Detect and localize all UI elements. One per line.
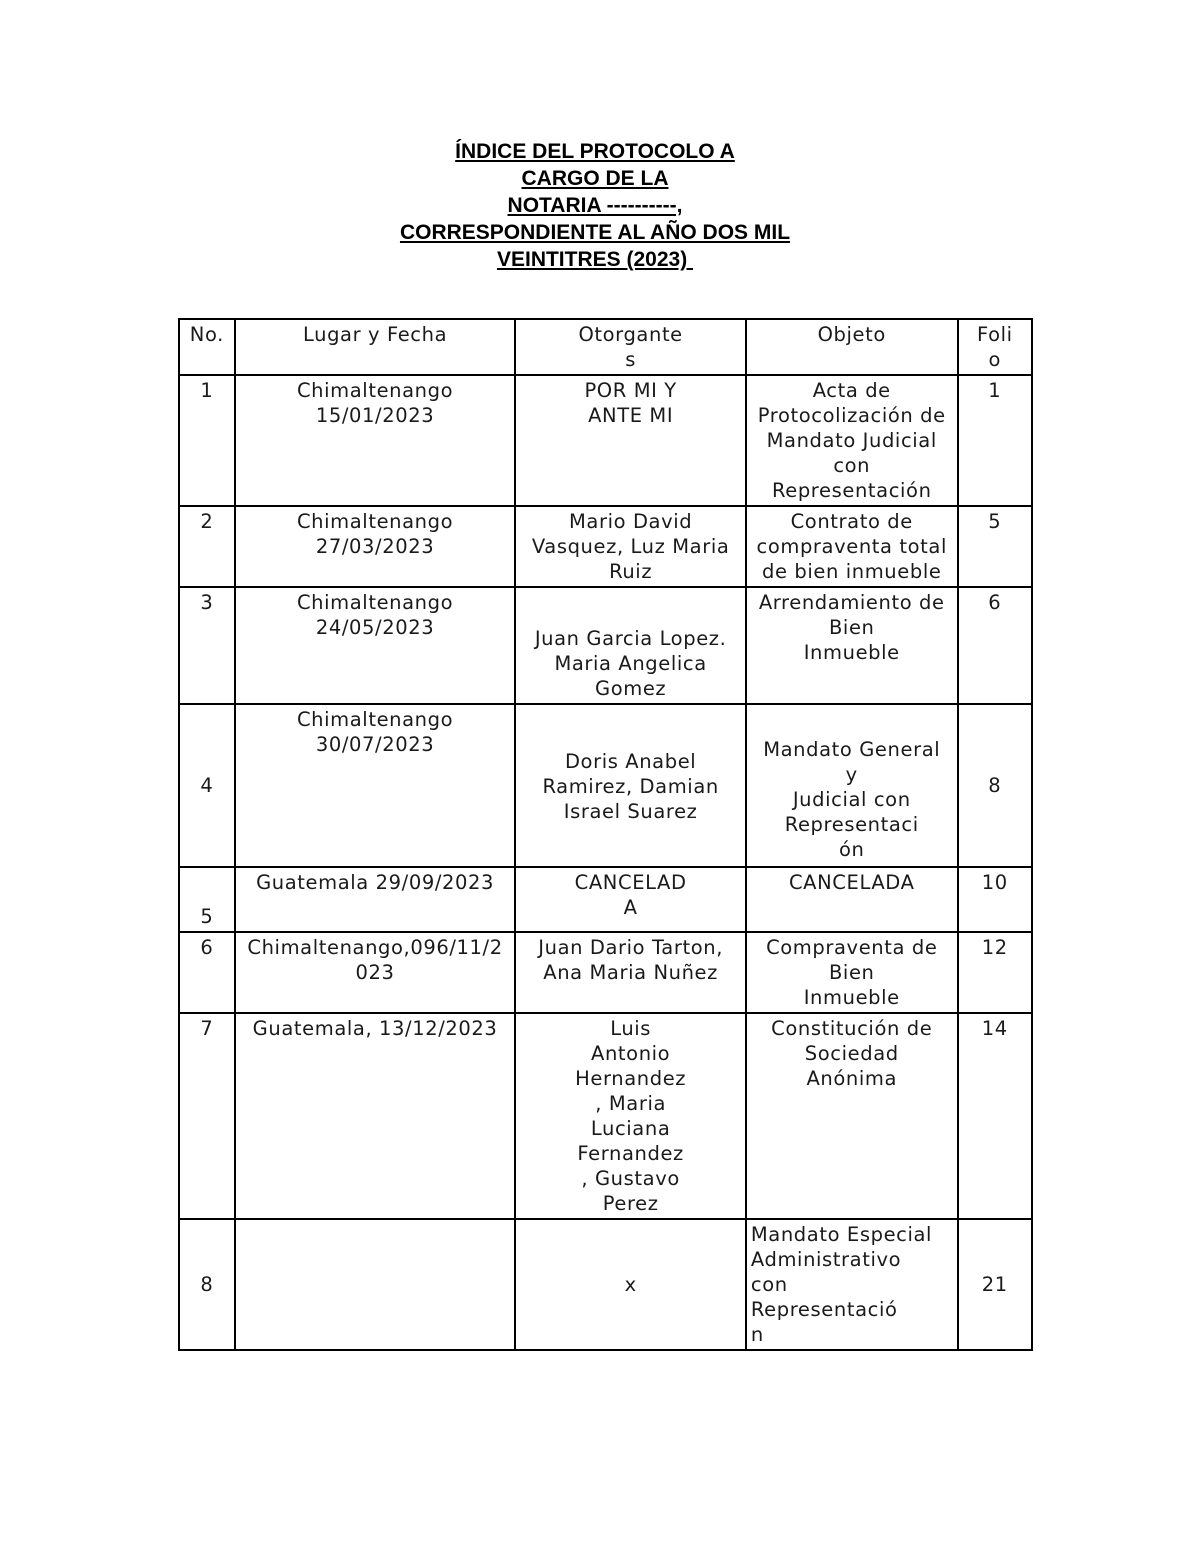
cell-otorgantes [515,704,745,867]
cell-no [179,506,235,587]
cell-text: Chimaltenango [296,510,454,533]
cell-text: 1 [988,379,1002,402]
cell-text: 4 [200,774,214,797]
cell-text: 2 [200,510,214,533]
cell-text: Contrato de [790,510,913,533]
cell-objeto [746,1219,958,1350]
cell-objeto [746,867,958,932]
table-row [179,867,1032,932]
cell-text: Inmueble [803,641,900,664]
cell-text: Chimaltenango [296,708,454,731]
cell-text: 6 [988,591,1002,614]
title-line: VEINTITRES (2023) [496,248,694,271]
header-lugar-fecha-label: Lugar y Fecha [302,323,448,346]
title-line: ÍNDICE DEL PROTOCOLO A [455,140,735,163]
cell-text: CANCELAD [574,871,687,894]
cell-text: Doris Anabel [564,750,697,773]
cell-text: Ruiz [609,560,653,583]
cell-text: CANCELADA [788,871,915,894]
cell-text: Acta de [812,379,891,402]
title-line: CARGO DE LA [521,167,669,190]
cell-text: Mario David [569,510,693,533]
header-otorgantes-label: Otorgante [578,323,683,346]
cell-text: ANTE MI [588,404,674,427]
cell-text: n [750,1323,764,1346]
cell-text: Anónima [806,1067,898,1090]
cell-text: Mandato Judicial [766,429,937,452]
cell-objeto [746,704,958,867]
cell-no [179,587,235,704]
cell-text: , Gustavo [581,1167,680,1190]
cell-text: , Maria [595,1092,667,1115]
cell-lugar-fecha [235,375,516,506]
cell-text: Constitución de [771,1017,933,1040]
cell-text: 3 [200,591,214,614]
cell-lugar-fecha [235,867,516,932]
cell-text: 023 [355,961,395,984]
cell-objeto [746,375,958,506]
cell-text: Antonio [591,1042,671,1065]
cell-text: Israel Suarez [563,800,698,823]
cell-text: Chimaltenango [296,591,454,614]
table-row [179,375,1032,506]
cell-objeto [746,587,958,704]
cell-no [179,1013,235,1219]
cell-text: Representació [750,1298,898,1321]
cell-text: Juan Garcia Lopez. [534,627,727,650]
cell-text: 30/07/2023 [315,733,435,756]
cell-text: Administrativo [750,1248,902,1271]
cell-text: 1 [200,379,214,402]
cell-text: 8 [988,774,1002,797]
cell-text: Perez [602,1192,659,1215]
cell-otorgantes [515,506,745,587]
cell-folio [958,704,1032,867]
cell-text: Luciana [590,1117,671,1140]
title-line: NOTARIA ----------, [507,194,683,217]
cell-text: 14 [981,1017,1008,1040]
cell-text: Ana Maria Nuñez [543,961,718,984]
cell-text: 5 [988,510,1002,533]
cell-text: A [623,896,638,919]
cell-text: Hernandez [575,1067,687,1090]
header-otorgantes-label: s [625,348,637,371]
title-line: CORRESPONDIENTE AL AÑO DOS MIL [399,221,791,244]
header-folio [958,319,1032,375]
header-otorgantes [515,319,745,375]
table-row [179,506,1032,587]
cell-text: ón [838,838,865,861]
cell-folio [958,506,1032,587]
cell-text: Vasquez, Luz Maria [531,535,730,558]
cell-text: Gomez [594,677,667,700]
cell-text: con [750,1273,788,1296]
cell-no [179,932,235,1013]
cell-text: 24/05/2023 [315,616,435,639]
cell-text: Sociedad [804,1042,899,1065]
cell-text: 10 [981,871,1008,894]
cell-text: Ramirez, Damian [542,775,719,798]
table-row [179,587,1032,704]
cell-text: de bien inmueble [762,560,942,583]
header-folio-label: o [988,348,1002,371]
cell-no [179,704,235,867]
cell-text: Chimaltenango,096/11/2 [247,936,503,959]
cell-otorgantes [515,932,745,1013]
cell-text: Juan Dario Tarton, [538,936,723,959]
cell-text: x [624,1273,637,1296]
table-row [179,704,1032,867]
cell-otorgantes [515,867,745,932]
table-row [179,1013,1032,1219]
cell-text: Mandato General [763,738,941,761]
cell-text: 15/01/2023 [315,404,435,427]
document-title [0,138,1190,273]
cell-no [179,375,235,506]
table-row [179,932,1032,1013]
cell-text: compraventa total [756,535,947,558]
cell-objeto [746,1013,958,1219]
cell-lugar-fecha [235,932,516,1013]
cell-text: Guatemala, 13/12/2023 [252,1017,498,1040]
header-objeto [746,319,958,375]
cell-text: Compraventa de [766,936,938,959]
cell-lugar-fecha [235,1013,516,1219]
cell-otorgantes [515,1219,745,1350]
cell-otorgantes [515,375,745,506]
cell-folio [958,587,1032,704]
cell-text: Maria Angelica [554,652,707,675]
protocol-index-table [178,318,1033,1351]
cell-text: Mandato Especial [750,1223,933,1246]
cell-text: Chimaltenango [296,379,454,402]
cell-lugar-fecha [235,704,516,867]
cell-folio [958,867,1032,932]
header-lugar-fecha [235,319,516,375]
cell-text: 6 [200,936,214,959]
cell-folio [958,932,1032,1013]
cell-text: Arrendamiento de [758,591,945,614]
cell-no [179,1219,235,1350]
header-no [179,319,235,375]
cell-otorgantes [515,1013,745,1219]
cell-objeto [746,932,958,1013]
cell-otorgantes [515,587,745,704]
table-row [179,1219,1032,1350]
cell-folio [958,1219,1032,1350]
cell-text: Bien [828,961,875,984]
cell-text: Guatemala 29/09/2023 [256,871,495,894]
cell-text: POR MI Y [584,379,677,402]
cell-text: Judicial con [792,788,911,811]
cell-lugar-fecha [235,506,516,587]
header-no-label: No. [189,323,224,346]
cell-text: y [845,763,858,786]
cell-no [179,867,235,932]
cell-objeto [746,506,958,587]
cell-text: 21 [981,1273,1008,1296]
cell-text: Inmueble [803,986,900,1009]
cell-text: con [833,454,871,477]
cell-text: Representación [771,479,932,502]
header-folio-label: Foli [976,323,1013,346]
table-header-row [179,319,1032,375]
cell-folio [958,375,1032,506]
cell-text: 12 [981,936,1008,959]
cell-text: 5 [200,905,214,928]
header-objeto-label: Objeto [817,323,886,346]
cell-text: Protocolización de [757,404,946,427]
cell-text: Representaci [784,813,919,836]
cell-text: 8 [200,1273,214,1296]
cell-text: 7 [200,1017,214,1040]
cell-lugar-fecha [235,587,516,704]
cell-lugar-fecha [235,1219,516,1350]
cell-folio [958,1013,1032,1219]
cell-text: Fernandez [577,1142,684,1165]
cell-text: Luis [610,1017,652,1040]
cell-text: 27/03/2023 [315,535,435,558]
cell-text: Bien [828,616,875,639]
